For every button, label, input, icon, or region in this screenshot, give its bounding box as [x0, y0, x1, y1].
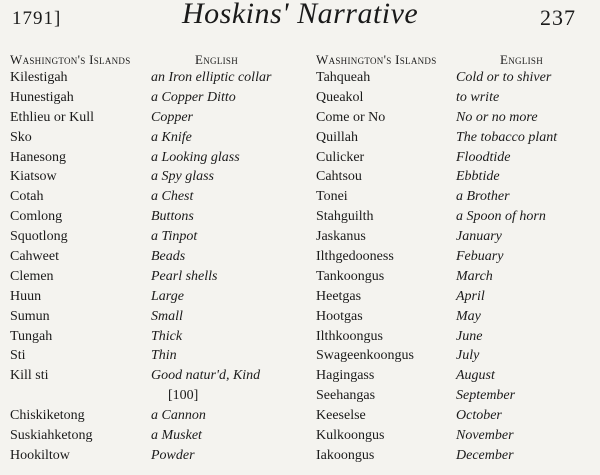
- vocabulary-row: [316, 207, 600, 227]
- english-gloss: [151, 227, 197, 247]
- native-word: Kulkoongus: [316, 428, 385, 444]
- english-gloss-text: October: [456, 408, 502, 424]
- english-gloss: [456, 207, 546, 227]
- vocabulary-row: [10, 108, 305, 128]
- english-gloss: [151, 446, 195, 466]
- vocabulary-row: [10, 366, 305, 406]
- vocabulary-row: [316, 327, 600, 347]
- english-gloss: [151, 267, 218, 287]
- vocabulary-row: [10, 327, 305, 347]
- english-gloss-text: Ebbtide: [456, 169, 500, 185]
- english-gloss: [151, 247, 185, 267]
- left-heading-native: Washington's Islands: [10, 52, 131, 67]
- vocabulary-row: [10, 426, 305, 446]
- english-gloss-text: December: [456, 447, 514, 463]
- english-gloss: [456, 366, 495, 386]
- english-gloss: [456, 167, 500, 187]
- page-reference-note: [100]: [168, 388, 199, 404]
- english-gloss: [151, 287, 184, 307]
- native-word: Hookiltow: [10, 447, 70, 463]
- english-gloss: [456, 88, 499, 108]
- english-gloss: [151, 426, 202, 446]
- left-heading-english: English: [195, 52, 239, 67]
- header-year: 1791]: [12, 8, 62, 29]
- native-word: Chiskiketong: [10, 407, 85, 423]
- english-gloss: [151, 68, 271, 88]
- vocabulary-row: [10, 346, 305, 366]
- english-gloss-text: Buttons: [151, 209, 194, 225]
- english-gloss: [151, 148, 240, 168]
- vocabulary-row: [10, 207, 305, 227]
- header-title: Hoskins' Narrative: [182, 0, 419, 30]
- english-gloss: [151, 167, 214, 187]
- english-gloss-text: Copper: [151, 109, 193, 125]
- english-gloss-text: Floodtide: [456, 149, 511, 165]
- native-word: Ethlieu or Kull: [10, 109, 94, 125]
- english-gloss: [456, 426, 514, 446]
- english-gloss: [456, 108, 538, 128]
- english-gloss-text: a Spy glass: [151, 169, 214, 185]
- vocabulary-row: [316, 426, 600, 446]
- english-gloss: [151, 207, 194, 227]
- native-word: Swageenkoongus: [316, 348, 414, 364]
- english-gloss: [456, 148, 510, 168]
- right-heading-english: English: [500, 52, 544, 67]
- english-gloss: [151, 108, 193, 128]
- native-word: Kiatsow: [10, 169, 57, 185]
- native-word: Sti: [10, 348, 26, 364]
- english-gloss: [456, 267, 493, 287]
- right-rows: [316, 68, 600, 466]
- english-gloss: [456, 227, 502, 247]
- right-heading-native: Washington's Islands: [316, 52, 437, 67]
- native-word: Hootgas: [316, 308, 363, 324]
- english-gloss: [456, 287, 485, 307]
- english-gloss: [456, 446, 514, 466]
- native-word: Cahtsou: [316, 169, 362, 185]
- english-gloss-text: Pearl shells: [151, 268, 218, 284]
- vocabulary-row: [316, 88, 600, 108]
- english-gloss-text: Powder: [151, 447, 195, 463]
- english-gloss-text: a Copper Ditto: [151, 89, 236, 105]
- english-gloss: [456, 406, 502, 426]
- english-gloss: [456, 68, 551, 88]
- vocabulary-row: [316, 187, 600, 207]
- native-word: Come or No: [316, 109, 386, 125]
- vocabulary-row: [316, 108, 600, 128]
- native-word: Tahqueah: [316, 70, 371, 85]
- english-gloss: [456, 386, 515, 406]
- native-word: Hagingass: [316, 368, 375, 384]
- english-gloss: [456, 187, 510, 207]
- vocabulary-row: [10, 148, 305, 168]
- vocabulary-row: [316, 307, 600, 327]
- vocabulary-row: [316, 366, 600, 386]
- english-gloss: [151, 187, 193, 207]
- vocabulary-row: [316, 247, 600, 267]
- vocabulary-row: [10, 307, 305, 327]
- english-gloss: [151, 307, 183, 327]
- english-gloss-text: Good natur'd, Kind: [151, 368, 261, 384]
- native-word: Cotah: [10, 189, 44, 205]
- english-gloss: [151, 327, 182, 347]
- english-gloss-text: July: [456, 348, 480, 364]
- native-word: Hanesong: [10, 149, 66, 165]
- native-word: Tankoongus: [316, 268, 385, 284]
- vocabulary-row: [10, 128, 305, 148]
- native-word: Tonei: [316, 189, 348, 205]
- english-gloss-text: a Tinpot: [151, 229, 198, 245]
- english-gloss-text: April: [456, 288, 485, 304]
- native-word: Queakol: [316, 89, 364, 105]
- vocabulary-row: [316, 227, 600, 247]
- english-gloss: [151, 366, 260, 405]
- vocabulary-row: [316, 406, 600, 426]
- vocabulary-row: [316, 148, 600, 168]
- english-gloss-text: Beads: [151, 249, 186, 265]
- english-gloss: [456, 247, 503, 267]
- right-column-heading: [316, 48, 600, 68]
- native-word: Kilestigah: [10, 70, 68, 85]
- english-gloss-text: an Iron elliptic collar: [151, 70, 272, 85]
- left-vocabulary-column: [10, 48, 305, 466]
- english-gloss-text: August: [456, 368, 495, 384]
- english-gloss-text: a Musket: [151, 427, 202, 443]
- native-word: Huun: [10, 288, 42, 304]
- vocabulary-row: [10, 187, 305, 207]
- english-gloss-text: No or no more: [456, 109, 538, 125]
- native-word: Jaskanus: [316, 229, 366, 245]
- native-word: Quillah: [316, 129, 358, 145]
- english-gloss-text: June: [456, 328, 483, 344]
- english-gloss-text: a Brother: [456, 189, 510, 205]
- english-gloss-text: a Knife: [151, 129, 192, 145]
- native-word: Keeselse: [316, 408, 366, 424]
- vocabulary-row: [10, 406, 305, 426]
- english-gloss-text: Thin: [151, 348, 177, 364]
- english-gloss-text: May: [456, 308, 481, 324]
- english-gloss-text: March: [456, 268, 493, 284]
- english-gloss-text: January: [456, 229, 502, 245]
- english-gloss-text: a Spoon of horn: [456, 209, 546, 225]
- page-number: 237: [540, 5, 576, 30]
- native-word: Sko: [10, 129, 32, 145]
- english-gloss-text: Small: [151, 308, 183, 324]
- english-gloss: [456, 307, 481, 327]
- english-gloss: [456, 128, 557, 148]
- native-word: Clemen: [10, 268, 54, 284]
- english-gloss: [456, 346, 479, 366]
- english-gloss-text: to write: [456, 89, 500, 105]
- vocabulary-row: [10, 247, 305, 267]
- english-gloss-text: The tobacco plant: [456, 129, 558, 145]
- vocabulary-row: [316, 386, 600, 406]
- vocabulary-row: [10, 287, 305, 307]
- english-gloss: [151, 406, 206, 426]
- english-gloss: [151, 346, 177, 366]
- native-word: Heetgas: [316, 288, 362, 304]
- native-word: Cahweet: [10, 249, 59, 265]
- native-word: Sumun: [10, 308, 50, 324]
- native-word: Squotlong: [10, 229, 68, 245]
- vocabulary-row: [316, 167, 600, 187]
- native-word: Tungah: [10, 328, 53, 344]
- english-gloss-text: Febuary: [456, 249, 504, 265]
- right-vocabulary-column: [316, 48, 600, 466]
- vocabulary-row: [316, 128, 600, 148]
- english-gloss-text: Cold or to shiver: [456, 70, 552, 85]
- english-gloss-text: a Looking glass: [151, 149, 240, 165]
- vocabulary-row: [10, 267, 305, 287]
- native-word: Iakoongus: [316, 447, 375, 463]
- english-gloss-text: a Chest: [151, 189, 194, 205]
- english-gloss-text: Large: [151, 288, 184, 304]
- native-word: Suskiahketong: [10, 427, 93, 443]
- native-word: Ilthkoongus: [316, 328, 383, 344]
- left-column-heading: [10, 48, 305, 68]
- english-gloss-text: November: [456, 428, 514, 444]
- native-word: Ilthgedooness: [316, 249, 394, 265]
- vocabulary-row: [316, 267, 600, 287]
- native-word: Culicker: [316, 149, 365, 165]
- english-gloss: [151, 128, 192, 148]
- vocabulary-row: [316, 68, 600, 88]
- native-word: Kill sti: [10, 368, 49, 384]
- vocabulary-row: [10, 68, 305, 88]
- native-word: Hunestigah: [10, 89, 74, 105]
- native-word: Comlong: [10, 209, 63, 225]
- english-gloss: [456, 327, 482, 347]
- vocabulary-row: [316, 446, 600, 466]
- vocabulary-row: [10, 227, 305, 247]
- vocabulary-row: [316, 287, 600, 307]
- vocabulary-row: [10, 446, 305, 466]
- english-gloss: [151, 88, 236, 108]
- native-word: Stahguilth: [316, 209, 374, 225]
- vocabulary-row: [10, 167, 305, 187]
- english-gloss-text: September: [456, 388, 516, 404]
- native-word: Seehangas: [316, 388, 376, 404]
- left-rows: [10, 68, 305, 466]
- english-gloss-text: Thick: [151, 328, 183, 344]
- english-gloss-text: a Cannon: [151, 407, 206, 423]
- running-header: [0, 0, 600, 44]
- vocabulary-row: [316, 346, 600, 366]
- vocabulary-row: [10, 88, 305, 108]
